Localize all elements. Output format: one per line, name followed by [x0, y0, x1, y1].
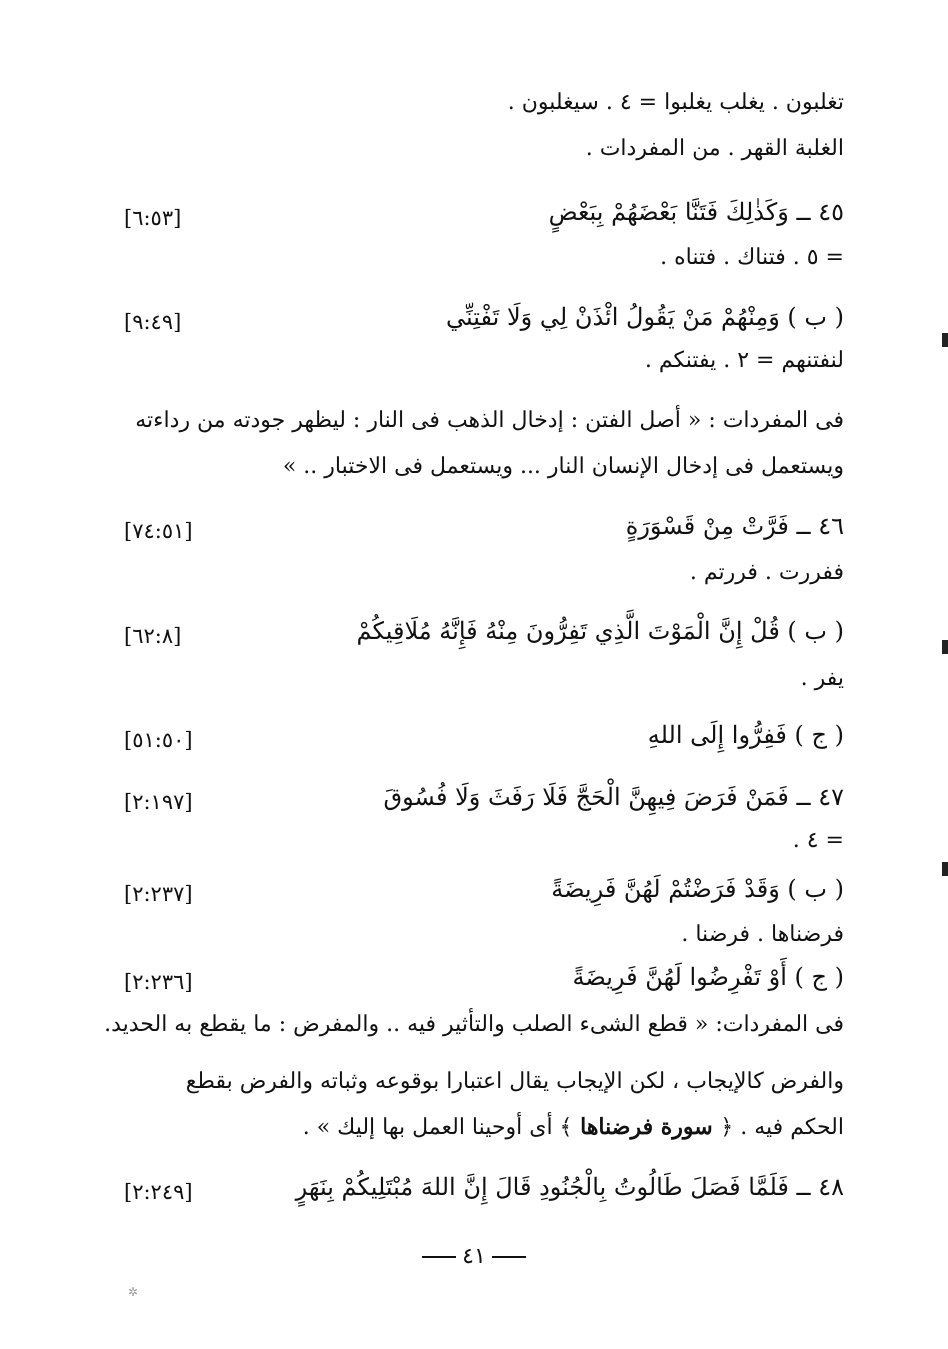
- scan-mark: [942, 640, 948, 654]
- text-line: لنفتنهم = ٢ . يفتنكم .: [644, 348, 844, 373]
- text-line: فرضناها . فرضنا .: [681, 922, 844, 947]
- text-line: ففررت . فررتم .: [689, 560, 844, 585]
- paragraph-line: فى المفردات: « قطع الشىء الصلب والتأثير فيه .. والمفرض : ما يقطع به الحديد.: [104, 1012, 844, 1037]
- verse-line: ٤٧ ــ فَمَنْ فَرَضَ فِيهِنَّ الْحَجَّ فَلَا رَفَثَ وَلَا فُسُوقَ: [383, 783, 844, 811]
- dash-icon: [492, 1256, 526, 1258]
- verse-reference: [٢:٢٤٩]: [124, 1180, 193, 1204]
- text-line: = ٤ .: [792, 828, 844, 853]
- text-line: يفر .: [800, 666, 844, 691]
- verse-line: ٤٨ ــ فَلَمَّا فَصَلَ طَالُوتُ بِالْجُنُودِ قَالَ إِنَّ اللهَ مُبْتَلِيكُمْ بِنَهَرٍ: [295, 1173, 844, 1201]
- verse-reference: [٢:١٩٧]: [124, 790, 193, 814]
- verse-line: ٤٦ ــ فَرَّتْ مِنْ قَسْوَرَةٍ: [625, 512, 844, 540]
- verse-line: ٤٥ ــ وَكَذٰلِكَ فَتَنَّا بَعْضَهُمْ بِبَعْضٍ: [548, 198, 844, 226]
- text-line: = ٥ . فتناك . فتناه .: [660, 245, 844, 270]
- verse-line: ( ج ) فَفِرُّوا إِلَى اللهِ: [647, 721, 844, 749]
- scan-mark: [942, 862, 948, 876]
- verse-reference: [٩:٤٩]: [124, 310, 182, 334]
- verse-reference: [٢:٢٣٧]: [124, 882, 193, 906]
- scan-mark: [942, 333, 948, 347]
- text-line: الغلبة القهر . من المفردات .: [585, 136, 844, 161]
- text-line: تغلبون . يغلب يغلبوا = ٤ . سيغلبون .: [507, 90, 844, 115]
- text-span: ﴾ أى أوحينا العمل بها إليك » .: [302, 1115, 573, 1140]
- dash-icon: [422, 1256, 456, 1258]
- verse-line: ( ب ) وَمِنْهُمْ مَنْ يَقُولُ ائْذَنْ لِي وَلَا تَفْتِنِّي: [446, 303, 844, 331]
- paragraph-line: فى المفردات : « أصل الفتن : إدخال الذهب فى النار : ليظهر جودته من رداءته: [135, 408, 844, 433]
- paragraph-line: والفرض كالإيجاب ، لكن الإيجاب يقال اعتبارا بوقوعه وثباته والفرض بقطع: [185, 1069, 844, 1094]
- verse-reference: [٧٤:٥١]: [124, 519, 193, 543]
- paragraph-line: ويستعمل فى إدخال الإنسان النار ... ويستعمل فى الاختبار .. »: [282, 454, 844, 479]
- page-number: [0, 1242, 948, 1272]
- verse-reference: [٦٢:٨]: [124, 624, 182, 648]
- paragraph-line: [303, 1112, 844, 1143]
- verse-reference: [٢:٢٣٦]: [124, 970, 193, 994]
- verse-line: ( ج ) أَوْ تَفْرِضُوا لَهُنَّ فَرِيضَةً: [572, 963, 844, 991]
- emphasized-text: سورة فرضناها: [572, 1114, 721, 1140]
- text-span: الحكم فيه . ﴿: [720, 1115, 844, 1140]
- verse-line: ( ب ) وَقَدْ فَرَضْتُمْ لَهُنَّ فَرِيضَةً: [551, 875, 844, 903]
- scan-smudge-icon: ✲: [128, 1285, 139, 1299]
- verse-reference: [٦:٥٣]: [124, 206, 182, 230]
- page-number-text: ٤١: [462, 1244, 486, 1269]
- verse-reference: [٥١:٥٠]: [124, 728, 193, 752]
- verse-line: ( ب ) قُلْ إِنَّ الْمَوْتَ الَّذِي تَفِرُّونَ مِنْهُ فَإِنَّهُ مُلَاقِيكُمْ: [356, 617, 844, 645]
